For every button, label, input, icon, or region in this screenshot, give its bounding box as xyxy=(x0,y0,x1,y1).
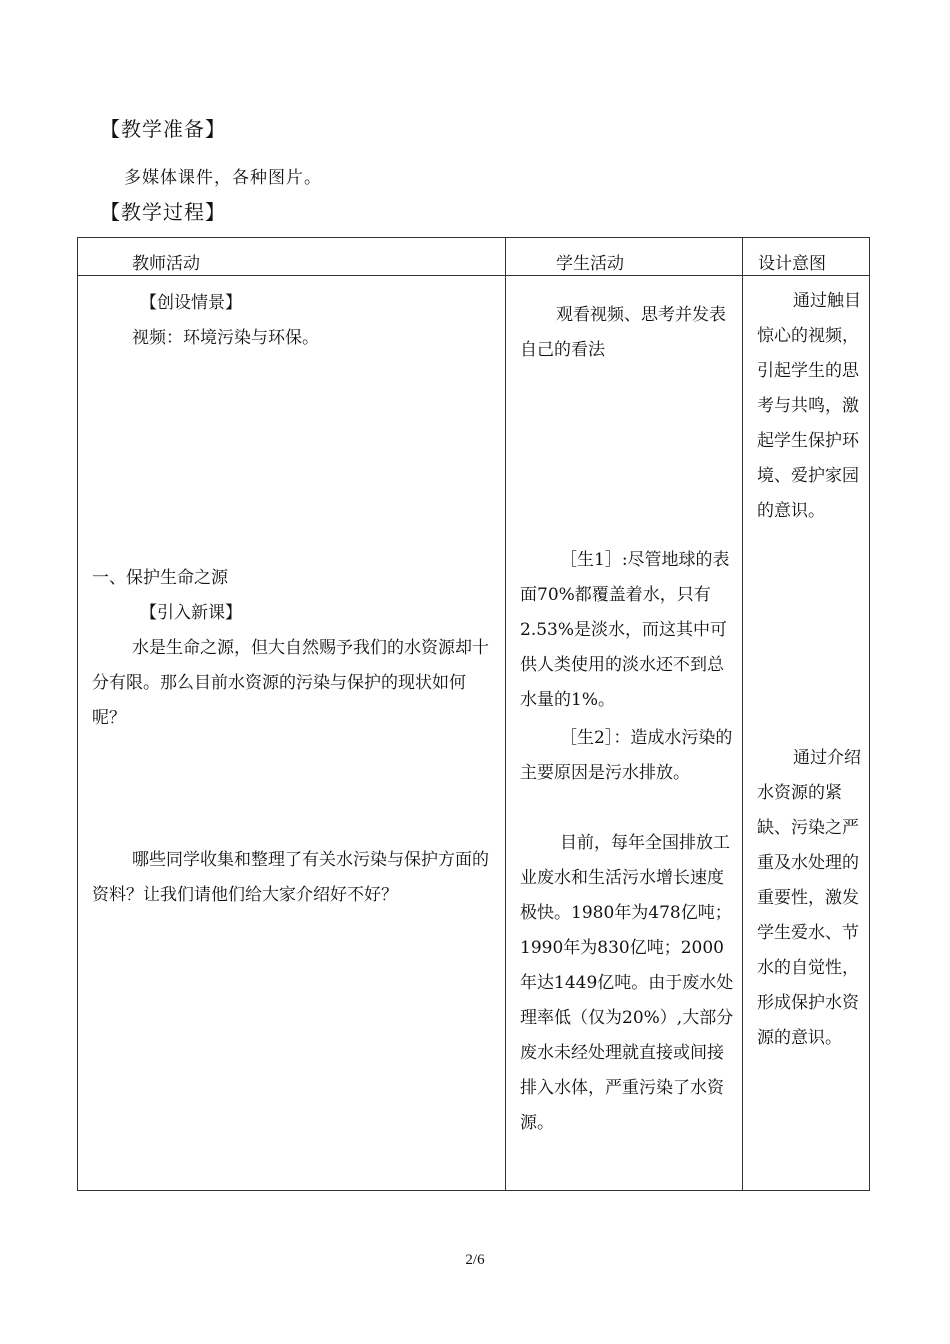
heading-teaching-process: 【教学过程】 xyxy=(100,200,226,224)
design-paragraph-water-intent: 通过介绍水资源的紧缺、污染之严重及水处理的重要性，激发学生爱水、节水的自觉性，形成保护水资源的意识。 xyxy=(757,748,861,1048)
student-paragraph-student1: ［生1］:尽管地球的表面70%都覆盖着水，只有2.53%是淡水，而这其中可供人类使用的淡水还不到总水量的1%。 xyxy=(520,550,730,710)
tag-introduce-lesson: 【引入新课】 xyxy=(140,603,242,623)
table-body-row xyxy=(78,276,870,1191)
student-paragraph-wastewater-stats: 目前，每年全国排放工业废水和生活污水增长速度极快。1980年为478亿吨；1990年为830亿吨；2000年达1449亿吨。由于废水处理率低（仅为20%）,大部分废水未经处理就直接或间接排入水体，严重污染了水资源。 xyxy=(520,833,734,1133)
student-paragraph-student2: ［生2］：造成水污染的主要原因是污水排放。 xyxy=(520,728,733,783)
teacher-video-text: 视频：环境污染与环保。 xyxy=(132,328,319,348)
student-activity-cell xyxy=(506,276,743,1191)
table-header-row xyxy=(78,238,870,276)
teacher-paragraph-student-materials: 哪些同学收集和整理了有关水污染与保护方面的资料？让我们请他们给大家介绍好不好？ xyxy=(92,850,489,905)
preparation-text: 多媒体课件，各种图片。 xyxy=(124,168,322,188)
teacher-paragraph-water-resources: 水是生命之源，但大自然赐予我们的水资源却十分有限。那么目前水资源的污染与保护的现状如何呢？ xyxy=(92,638,489,728)
header-design-intent xyxy=(743,238,870,276)
tag-create-scenario: 【创设情景】 xyxy=(140,293,242,313)
teacher-activity-cell xyxy=(78,276,506,1191)
header-teacher-label: 教师活动 xyxy=(132,254,200,274)
design-intent-cell xyxy=(743,276,870,1191)
heading-teaching-preparation: 【教学准备】 xyxy=(100,117,226,141)
header-design-label: 设计意图 xyxy=(758,254,826,274)
student-paragraph-watch-video: 观看视频、思考并发表自己的看法 xyxy=(520,305,726,360)
lesson-table xyxy=(77,237,870,1191)
header-student-label: 学生活动 xyxy=(556,254,624,274)
section-protect-life-source: 一、保护生命之源 xyxy=(92,568,228,588)
header-student-activity xyxy=(506,238,743,276)
header-teacher-activity xyxy=(78,238,506,276)
page-number: 2/6 xyxy=(465,1252,485,1268)
design-paragraph-video-intent: 通过触目惊心的视频，引起学生的思考与共鸣，激起学生保护环境、爱护家园的意识。 xyxy=(757,291,861,521)
